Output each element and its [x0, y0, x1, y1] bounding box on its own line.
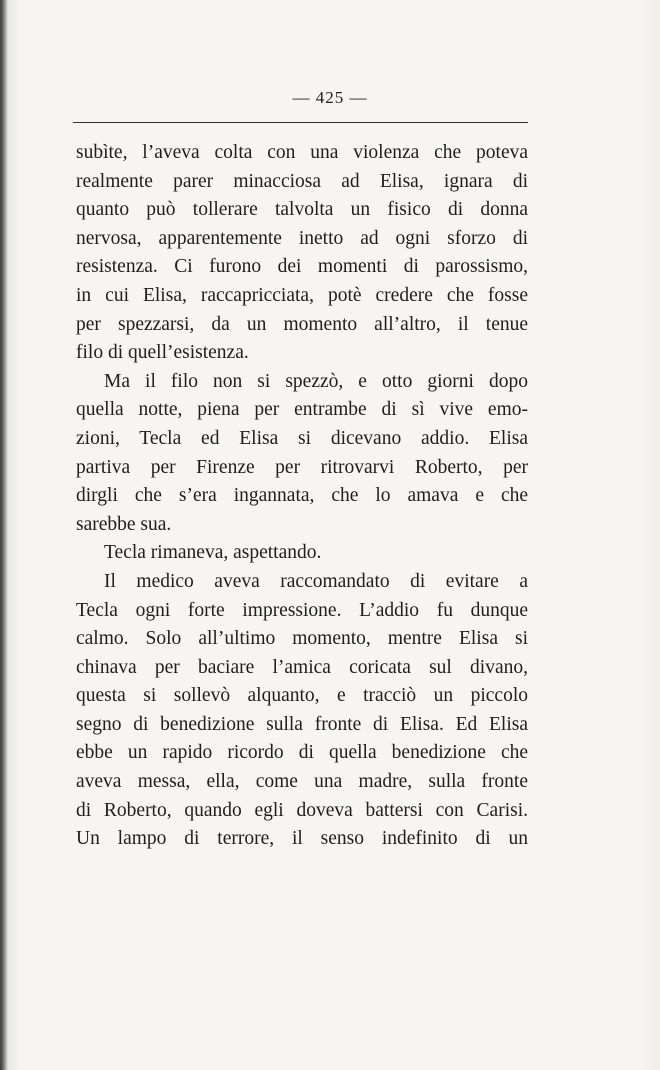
text-line: quanto può tollerare talvolta un fisico di donna: [76, 199, 528, 221]
text-line: quella notte, piena per entrambe di sì vive emo-: [76, 399, 528, 421]
text-line: partiva per Firenze per ritrovarvi Roberto, per: [76, 456, 528, 478]
text-line: per spezzarsi, da un momento all’altro, il tenue: [76, 313, 528, 335]
text-line: Tecla rimaneva, aspettando.: [104, 542, 322, 564]
text-line: aveva messa, ella, come una madre, sulla fronte: [76, 771, 528, 793]
text-line: ebbe un rapido ricordo di quella benedizione che: [76, 742, 528, 764]
text-line: dirgli che s’era ingannata, che lo amava e che: [76, 485, 528, 507]
text-line: calmo. Solo all’ultimo momento, mentre Elisa si: [76, 628, 528, 650]
page-number: — 425 —: [292, 88, 368, 107]
body-text: [76, 139, 528, 854]
text-line: in cui Elisa, raccapricciata, potè credere che fosse: [76, 284, 528, 306]
text-line: di Roberto, quando egli doveva battersi con Carisi.: [76, 799, 528, 821]
text-line: segno di benedizione sulla fronte di Elisa. Ed Elisa: [76, 713, 528, 735]
text-line: realmente parer minacciosa ad Elisa, ignara di: [76, 170, 528, 192]
text-line: nervosa, apparentemente inetto ad ogni sforzo di: [76, 227, 528, 249]
text-line: Un lampo di terrore, il senso indefinito di un: [76, 828, 528, 850]
text-line: resistenza. Ci furono dei momenti di parossismo,: [76, 256, 528, 278]
text-line: Tecla ogni forte impressione. L’addio fu dunque: [76, 599, 528, 621]
text-line: zioni, Tecla ed Elisa si dicevano addio. Elisa: [76, 427, 528, 449]
text-line: filo di quell’esistenza.: [76, 342, 249, 364]
text-line: chinava per baciare l’amica coricata sul divano,: [76, 656, 528, 678]
text-line: questa si sollevò alquanto, e tracciò un piccolo: [76, 685, 528, 707]
header-rule: [73, 122, 528, 123]
text-line: Il medico aveva raccomandato di evitare a: [104, 570, 528, 592]
text-line: subìte, l’aveva colta con una violenza che poteva: [76, 142, 528, 163]
text-line: Ma il filo non si spezzò, e otto giorni dopo: [104, 370, 528, 392]
text-line: sarebbe sua.: [76, 513, 172, 535]
